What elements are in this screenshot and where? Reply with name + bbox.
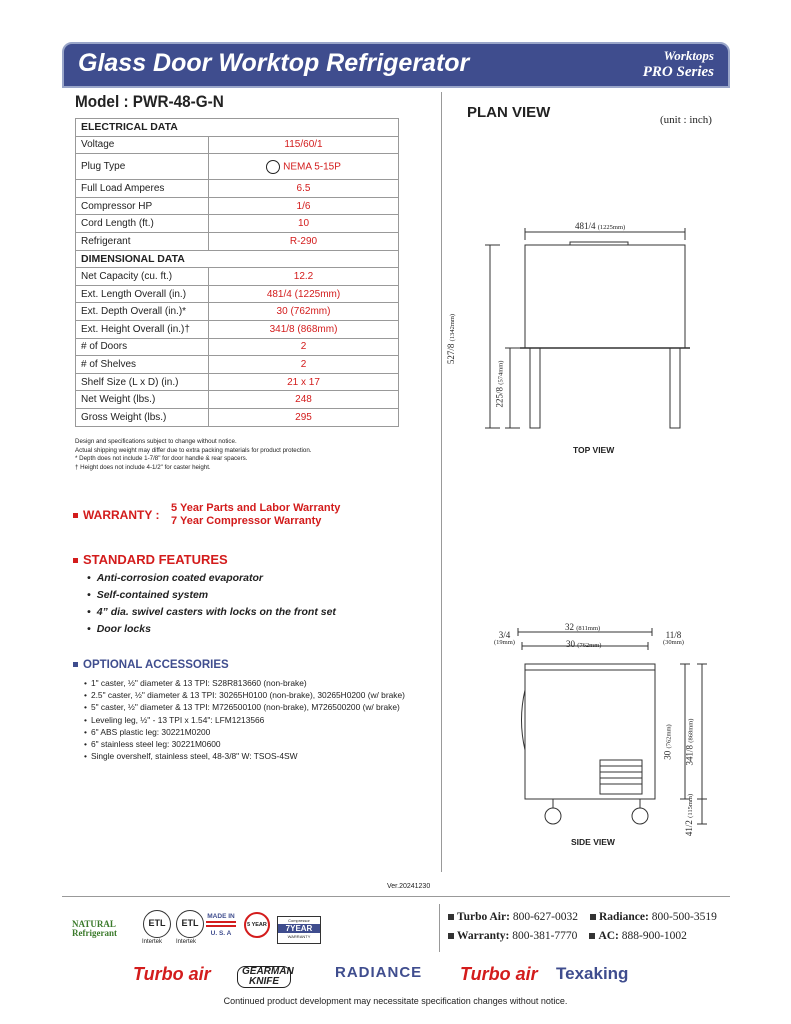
contact-warranty: Warranty: 800-381-7770: [448, 927, 577, 946]
etl-sanitation-logo-icon: ETL: [176, 910, 204, 938]
side-caster-label: [684, 794, 694, 836]
spec-value: 10: [209, 215, 399, 233]
spec-label: Shelf Size (L x D) (in.): [76, 373, 209, 391]
left-leg: [530, 348, 540, 428]
side-body-height-mm: (762mm): [665, 724, 673, 749]
bullet-square-icon: [73, 558, 78, 563]
top-height-label: [446, 314, 456, 364]
spec-label: Ext. Height Overall (in.)†: [76, 320, 209, 338]
spec-label: Plug Type: [76, 154, 209, 180]
spec-value: 295: [209, 408, 399, 426]
note-line: Actual shipping weight may differ due to extra packing materials for product protection.: [75, 446, 312, 454]
unit-label: (unit : inch): [660, 114, 712, 126]
side-total-height-in: 341/8: [684, 744, 695, 766]
top-view-drawing: [470, 220, 730, 440]
warranty-word-text: WARRANTY: [287, 934, 311, 939]
spec-value: R-290: [209, 232, 399, 250]
top-width-label: [575, 221, 625, 231]
list-item: • 6" ABS plastic leg: 30221M0200: [84, 726, 414, 738]
note-line: * Depth does not include 1-7/8" for door handle & rear spacers.: [75, 455, 248, 463]
bullet-square-icon: [73, 662, 78, 667]
contact-ac: AC: 888-900-1002: [589, 927, 687, 946]
right-leg: [670, 348, 680, 428]
side-front-label: [494, 631, 515, 647]
spec-value: 115/60/1: [209, 136, 399, 154]
seven-year-warranty-badge: [277, 916, 321, 944]
list-item: • 2.5" caster, ½" diameter & 13 TPI: 30265H0100 (non-brake), 30265H0200 (w/ brake): [84, 689, 414, 701]
top-width-in: 481/4: [575, 221, 596, 231]
optional-accessories-title: [73, 659, 229, 671]
spec-label: Ext. Depth Overall (in.)*: [76, 303, 209, 321]
unit-top-outline: [525, 245, 685, 348]
intertek-label-1: Intertek: [142, 939, 163, 945]
etl-logo-icon: ETL: [143, 910, 171, 938]
radiance-logo: RADIANCE: [335, 964, 423, 981]
note-line: Design and specifications subject to change without notice.: [75, 438, 237, 445]
list-item: • Self-contained system: [87, 587, 336, 604]
contact-turbo-air: Turbo Air: 800-627-0032: [448, 908, 578, 927]
spec-value: 341/8 (868mm): [209, 320, 399, 338]
condenser-grille: [600, 760, 642, 794]
rear-caster-icon: [632, 808, 648, 824]
usa-flag-icon: [206, 921, 236, 929]
natural-refrigerant-logo: [72, 920, 136, 938]
compressor-text: Compressor: [288, 918, 310, 923]
spec-value: 248: [209, 391, 399, 409]
spec-table: [75, 118, 399, 427]
plug-type-value: NEMA 5-15P: [283, 161, 341, 173]
side-depth-total-mm: (811mm): [576, 625, 601, 632]
plug-icon: [266, 160, 280, 174]
spec-value-plug: [209, 154, 399, 180]
dimensional-section-header: DIMENSIONAL DATA: [76, 250, 399, 268]
spec-value: 12.2: [209, 268, 399, 286]
made-in-usa-logo: [206, 912, 236, 938]
optional-accessories-heading: OPTIONAL ACCESSORIES: [83, 659, 229, 671]
gearman-knife-logo: GEARMAN KNIFE: [237, 966, 291, 988]
list-item: • 6" stainless steel leg: 30221M0600: [84, 738, 414, 750]
standard-features-list: [87, 570, 336, 638]
natural-text: NATURAL: [72, 919, 116, 929]
top-width-mm: (1225mm): [597, 224, 626, 231]
list-item: • Leveling leg, ½" - 13 TPI x 1.54": LFM1213566: [84, 714, 414, 726]
spec-value: 21 x 17: [209, 373, 399, 391]
spec-value: 481/4 (1225mm): [209, 285, 399, 303]
contact-radiance: Radiance: 800-500-3519: [590, 908, 717, 927]
standard-features-heading: STANDARD FEATURES: [83, 552, 228, 567]
side-total-height-mm: (868mm): [687, 718, 695, 743]
refrigerant-text: Refrigerant: [72, 928, 117, 938]
list-item: • 4” dia. swivel casters with locks on the front set: [87, 604, 336, 621]
list-item: • Single overshelf, stainless steel, 48-3/8" W: TSOS-4SW: [84, 750, 414, 762]
side-caster-in: 41/2: [684, 820, 695, 837]
spec-label: # of Shelves: [76, 356, 209, 374]
side-body-height-label: [663, 724, 673, 759]
side-view-drawing: [470, 620, 720, 830]
optional-accessories-list: [84, 677, 414, 762]
bullet-square-icon: [73, 513, 78, 518]
spec-value: 6.5: [209, 180, 399, 198]
list-item: • Anti-corrosion coated evaporator: [87, 570, 336, 587]
intertek-label-2: Intertek: [176, 939, 197, 945]
spec-label: # of Doors: [76, 338, 209, 356]
spec-label: Refrigerant: [76, 232, 209, 250]
top-leg-in: 225/8: [494, 386, 505, 408]
plan-view-title: PLAN VIEW: [467, 104, 551, 121]
side-view-label: SIDE VIEW: [571, 837, 615, 847]
contact-block: [448, 908, 717, 946]
made-in-text: MADE IN: [207, 913, 235, 920]
series-line2: PRO Series: [642, 64, 714, 80]
page-title: Glass Door Worktop Refrigerator: [78, 49, 470, 77]
seven-year-text: 7YEAR: [278, 924, 320, 933]
top-leg-mm: (574mm): [497, 360, 505, 385]
side-depth-total-in: 32: [565, 622, 574, 632]
side-depth-mm: (762mm): [577, 642, 602, 649]
turbo-air-logo-2: Turbo air: [460, 964, 538, 984]
side-rear-in: 11/8: [665, 630, 682, 640]
spec-label: Compressor HP: [76, 197, 209, 215]
spec-label: Cord Length (ft.): [76, 215, 209, 233]
footer-disclaimer: Continued product development may necessitate specification changes without notice.: [223, 996, 568, 1006]
top-height-mm: (1342mm): [449, 313, 457, 342]
series-label: [643, 48, 714, 80]
warranty-label: WARRANTY :: [83, 508, 160, 522]
spec-notes: [75, 438, 415, 472]
version-label: Ver.20241230: [387, 883, 431, 890]
side-rear-mm: (30mm): [663, 639, 684, 646]
spec-value: 1/6: [209, 197, 399, 215]
turbo-air-logo: Turbo air: [133, 964, 211, 984]
side-total-height-label: [684, 719, 694, 766]
side-depth-total-label: [565, 622, 600, 632]
column-divider: [441, 92, 442, 872]
five-year-warranty-badge: 5 YEAR: [244, 912, 270, 938]
side-depth-in: 30: [566, 639, 575, 649]
top-height-in: 527/8: [446, 343, 457, 365]
side-rear-label: [663, 631, 684, 647]
footer-divider: [62, 896, 730, 897]
note-line: † Height does not include 4-1/2" for caster height.: [75, 463, 211, 471]
spec-label: Gross Weight (lbs.): [76, 408, 209, 426]
spec-value: 2: [209, 338, 399, 356]
standard-features-title: [73, 552, 228, 567]
side-caster-mm: (115mm): [687, 793, 695, 818]
spec-value: 30 (762mm): [209, 303, 399, 321]
spec-label: Net Capacity (cu. ft.): [76, 268, 209, 286]
unit-side-outline: [525, 664, 655, 799]
list-item: • Door locks: [87, 621, 336, 638]
series-line1: Worktops: [663, 48, 714, 63]
spec-label: Voltage: [76, 136, 209, 154]
spec-label: Ext. Length Overall (in.): [76, 285, 209, 303]
texaking-logo: Texaking: [556, 964, 629, 983]
side-body-height-in: 30: [662, 750, 673, 760]
top-view-label: TOP VIEW: [573, 445, 615, 455]
list-item: • 5" caster, ½" diameter & 13 TPI: M726500100 (non-brake), M726500200 (w/ brake): [84, 701, 414, 713]
side-depth-label: [566, 639, 601, 649]
spec-value: 2: [209, 356, 399, 374]
warranty-line2: 7 Year Compressor Warranty: [171, 515, 322, 527]
electrical-section-header: ELECTRICAL DATA: [76, 119, 399, 137]
usa-text: U. S. A: [210, 930, 232, 937]
spec-label: Full Load Amperes: [76, 180, 209, 198]
top-leg-label: [494, 361, 504, 408]
list-item: • 1" caster, ½" diameter & 13 TPI: S28R813660 (non-brake): [84, 677, 414, 689]
front-caster-icon: [545, 808, 561, 824]
side-front-in: 3/4: [498, 630, 511, 640]
side-front-mm: (19mm): [494, 639, 515, 646]
warranty-line1: 5 Year Parts and Labor Warranty: [171, 502, 341, 514]
spec-label: Net Weight (lbs.): [76, 391, 209, 409]
model-number: Model : PWR-48-G-N: [75, 92, 224, 111]
